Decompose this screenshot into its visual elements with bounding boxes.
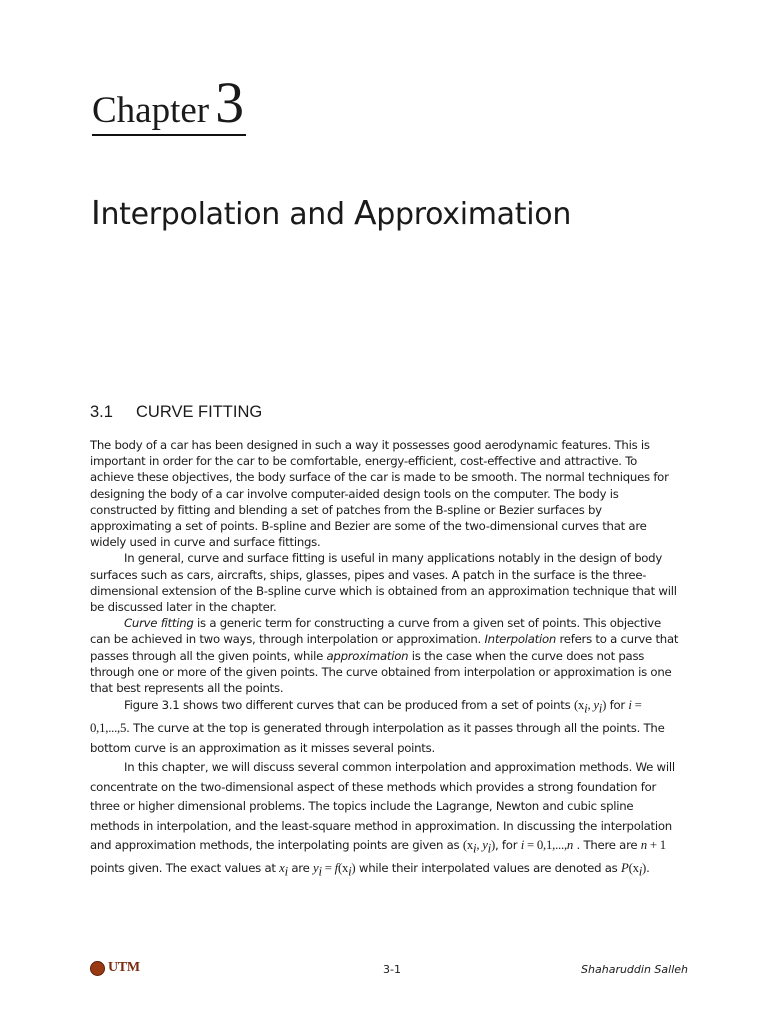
- title-text: nterpolation and: [100, 197, 354, 232]
- paragraph: The body of a car has been designed in such a way it possesses good aerodynamic features. This is important in order for the car to be comfortable, energy-efficient, cost-effective and attractive. To achieve these objectives, the body surface of the car is made to be smooth. The normal techniques for designing the body of a car involve computer-aided design tools on the computer. The body is constructed by fitting and blending a set of patches from the B-spline or Bezier surfaces by approximating a set of points. B-spline and Bezier are some of the two-dimensional curves that are widely used in curve and surface fittings.: [90, 438, 669, 550]
- paragraph: In general, curve and surface fitting is useful in many applications notably in the design of body surfaces such as cars, aircrafts, ships, glasses, pipes and vases. A patch in the surface is the three-dimensional extension of the B-spline curve which is obtained from an approximation technique that will be discussed later in the chapter.: [90, 551, 677, 615]
- chapter-number: 3: [215, 70, 245, 135]
- text-span: In this chapter, we will discuss several common interpolation and approximation methods. We will concentrate on the two-dimensional aspect of these methods which provides a strong foundation for three or higher dimensional problems. The topics include the Lagrange, Newton and cubic spline methods in interpolation, and the least-square method in approximation. In discussing the interpolation and approximation methods, the interpolating points are given as: [90, 760, 675, 853]
- text-span: . There are: [576, 838, 638, 853]
- utm-seal-icon: [90, 961, 105, 976]
- term-emphasis: approximation: [326, 648, 409, 663]
- title-initial: A: [354, 193, 377, 232]
- page-number: 3-1: [383, 963, 401, 976]
- section-title: CURVE FITTING: [136, 403, 263, 421]
- chapter-title: [91, 193, 571, 232]
- math-expression: i = 0,1,...,n: [520, 838, 574, 853]
- text-span: .: [646, 860, 650, 875]
- text-span: is a generic term for constructing a curve from a given set of points. This objective can be achieved in two ways, through interpolation or approximation.: [90, 616, 661, 647]
- section-heading: [90, 403, 262, 422]
- paragraph: [90, 696, 681, 758]
- text-span: . The curve at the top is generated through interpolation as it passes through all the points. The bottom curve is an approximation as it misses several points.: [90, 721, 665, 755]
- paragraph: [90, 615, 681, 696]
- math-expression: i = 0,1,...,5: [90, 698, 642, 736]
- math-expression: ($x_i$, $y_i$): [573, 698, 607, 716]
- section-number: 3.1: [90, 403, 113, 421]
- math-expression: $y_i = f(x_i)$: [313, 860, 356, 879]
- math-expression: $P(x_i)$: [620, 860, 647, 879]
- title-initial: I: [91, 193, 101, 232]
- math-expression: n + 1: [640, 838, 666, 853]
- utm-logo: [90, 960, 140, 976]
- text-span: while their interpolated values are denoted as: [358, 860, 618, 875]
- text-span: for: [609, 698, 625, 713]
- text-span: Figure 3.1 shows two different curves that can be produced from a set of points: [124, 698, 571, 713]
- text-span: are: [291, 860, 310, 875]
- title-text: pproximation: [376, 197, 572, 232]
- text-span: refers to a curve that passes through all the given points, while: [90, 632, 679, 663]
- math-expression: ($x_i$, $y_i$): [462, 838, 495, 856]
- text-span: points given. The exact values at: [90, 860, 276, 875]
- body-text: [90, 437, 681, 882]
- text-span: , for: [495, 838, 518, 853]
- page-footer: [90, 958, 688, 982]
- math-expression: $x_i$: [279, 860, 288, 879]
- chapter-heading: [92, 70, 246, 136]
- author-name: Shaharuddin Salleh: [581, 963, 688, 976]
- term-emphasis: Curve fitting: [124, 616, 194, 631]
- paragraph: [90, 758, 681, 882]
- text-span: is the case when the curve does not pass through one or more of the given points. The curve obtained from interpolation or approximation is one that best represents all the points.: [90, 648, 672, 696]
- term-emphasis: Interpolation: [484, 632, 557, 647]
- logo-text: UTM: [108, 960, 140, 975]
- chapter-word: Chapter: [92, 90, 210, 131]
